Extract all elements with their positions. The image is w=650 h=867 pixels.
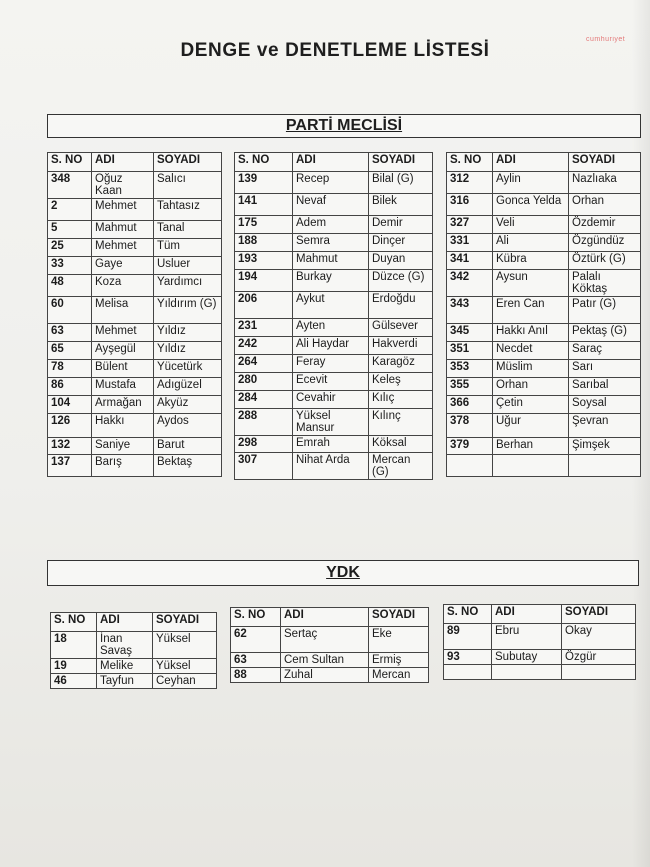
table-row — [48, 172, 222, 199]
column-header-soyadi: SOYADI — [154, 153, 222, 172]
cell-soyadi: Demir — [369, 216, 433, 234]
cell-adi: Aysun — [493, 270, 569, 297]
cell-adi: Adem — [293, 216, 369, 234]
cell-adi: Armağan — [92, 396, 154, 414]
cell-adi: Aykut — [293, 292, 369, 319]
column-header-no: S. NO — [51, 613, 97, 632]
cell-adi — [493, 455, 569, 477]
cell-no: 193 — [235, 252, 293, 270]
cell-soyadi: Palalı Köktaş — [569, 270, 641, 297]
table-row — [48, 221, 222, 239]
cell-soyadi: Barut — [154, 438, 222, 455]
cell-adi: Saniye — [92, 438, 154, 455]
table-row — [447, 378, 641, 396]
table-row — [48, 455, 222, 477]
cell-adi: Orhan — [493, 378, 569, 396]
table-row — [48, 342, 222, 360]
cell-no: 379 — [447, 438, 493, 455]
cell-no: 18 — [51, 632, 97, 659]
cell-adi: Uğur — [493, 414, 569, 438]
ydk-table-1 — [50, 612, 217, 689]
cell-soyadi: Yüksel — [153, 632, 217, 659]
ydk-table-3 — [443, 604, 636, 680]
cell-soyadi: Kılıç — [369, 391, 433, 409]
cell-soyadi: Eke — [369, 627, 429, 653]
table-row — [447, 234, 641, 252]
table-row — [48, 239, 222, 257]
cell-adi: Veli — [493, 216, 569, 234]
column-header-adi: ADI — [92, 153, 154, 172]
table-row — [231, 668, 429, 683]
cell-adi: Nihat Arda — [293, 453, 369, 480]
ydk-table-2 — [230, 607, 429, 683]
table-row — [235, 355, 433, 373]
table-row — [231, 627, 429, 653]
cell-no: 60 — [48, 297, 92, 324]
column-header-soyadi: SOYADI — [569, 153, 641, 172]
table-row — [51, 659, 217, 674]
cell-no: 132 — [48, 438, 92, 455]
cell-soyadi: Hakverdi — [369, 337, 433, 355]
cell-adi: Gaye — [92, 257, 154, 275]
table-row — [447, 396, 641, 414]
cell-no: 264 — [235, 355, 293, 373]
cell-no — [447, 455, 493, 477]
cell-soyadi: Usluer — [154, 257, 222, 275]
cell-no: 63 — [48, 324, 92, 342]
table-row — [447, 455, 641, 477]
table-row — [235, 194, 433, 216]
cell-adi — [492, 665, 562, 680]
cell-soyadi: Özgündüz — [569, 234, 641, 252]
cell-no: 48 — [48, 275, 92, 297]
column-header-no: S. NO — [447, 153, 493, 172]
cell-adi: Aylin — [493, 172, 569, 194]
cell-no: 348 — [48, 172, 92, 199]
cell-adi: Melisa — [92, 297, 154, 324]
cell-adi: Nevaf — [293, 194, 369, 216]
table-row — [235, 436, 433, 453]
parti-table-1 — [47, 152, 222, 477]
cell-adi: Recep — [293, 172, 369, 194]
table-row — [235, 234, 433, 252]
cell-soyadi: Mercan — [369, 668, 429, 683]
table-row — [48, 257, 222, 275]
cell-no: 206 — [235, 292, 293, 319]
cell-soyadi: Kılınç — [369, 409, 433, 436]
cell-soyadi: Tüm — [154, 239, 222, 257]
table-row — [48, 199, 222, 221]
table-row — [235, 373, 433, 391]
cell-soyadi: Sarıbal — [569, 378, 641, 396]
table-row — [48, 396, 222, 414]
cell-adi: Müslim — [493, 360, 569, 378]
table-row — [235, 337, 433, 355]
cell-no: 93 — [444, 650, 492, 665]
header-row — [51, 613, 217, 632]
column-header-adi: ADI — [493, 153, 569, 172]
cell-no: 46 — [51, 674, 97, 689]
cell-adi: Cevahir — [293, 391, 369, 409]
cell-no: 312 — [447, 172, 493, 194]
table-row — [48, 275, 222, 297]
cell-soyadi: Erdoğdu — [369, 292, 433, 319]
cell-adi: Hakkı Anıl — [493, 324, 569, 342]
cell-no: 316 — [447, 194, 493, 216]
cell-no: 33 — [48, 257, 92, 275]
cell-soyadi: Şevran — [569, 414, 641, 438]
cell-adi: Berhan — [493, 438, 569, 455]
table-row — [235, 319, 433, 337]
cell-no: 341 — [447, 252, 493, 270]
cell-no: 65 — [48, 342, 92, 360]
header-row — [444, 605, 636, 624]
cell-adi: Ecevit — [293, 373, 369, 391]
table-row — [444, 665, 636, 680]
cell-soyadi: Özdemir — [569, 216, 641, 234]
cell-no: 307 — [235, 453, 293, 480]
cell-soyadi: Okay — [562, 624, 636, 650]
cell-adi: Melike — [97, 659, 153, 674]
cell-no: 63 — [231, 653, 281, 668]
cell-no: 351 — [447, 342, 493, 360]
cell-no: 288 — [235, 409, 293, 436]
column-header-adi: ADI — [97, 613, 153, 632]
cell-no: 378 — [447, 414, 493, 438]
table-row — [48, 378, 222, 396]
column-header-adi: ADI — [281, 608, 369, 627]
column-header-no: S. NO — [48, 153, 92, 172]
parti-table-2 — [234, 152, 433, 480]
cell-adi: Koza — [92, 275, 154, 297]
cell-no — [444, 665, 492, 680]
cell-soyadi: Patır (G) — [569, 297, 641, 324]
cell-adi: Çetin — [493, 396, 569, 414]
cell-adi: Emrah — [293, 436, 369, 453]
cell-soyadi: Nazlıaka — [569, 172, 641, 194]
cell-soyadi: Mercan (G) — [369, 453, 433, 480]
cell-no: 343 — [447, 297, 493, 324]
table-row — [48, 324, 222, 342]
column-header-no: S. NO — [231, 608, 281, 627]
cell-adi: Gonca Yelda — [493, 194, 569, 216]
table-row — [235, 270, 433, 292]
cell-adi: Ali — [493, 234, 569, 252]
cell-soyadi: Yücetürk — [154, 360, 222, 378]
cell-soyadi: Öztürk (G) — [569, 252, 641, 270]
cell-no: 25 — [48, 239, 92, 257]
cell-adi: Tayfun — [97, 674, 153, 689]
cell-adi: Mehmet — [92, 239, 154, 257]
cell-no: 89 — [444, 624, 492, 650]
table-row — [48, 438, 222, 455]
table-row — [235, 292, 433, 319]
cell-no: 126 — [48, 414, 92, 438]
cell-soyadi: Sarı — [569, 360, 641, 378]
cell-soyadi: Orhan — [569, 194, 641, 216]
table-row — [48, 414, 222, 438]
cell-adi: Kübra — [493, 252, 569, 270]
cell-no: 366 — [447, 396, 493, 414]
cell-adi: Mustafa — [92, 378, 154, 396]
table-row — [231, 653, 429, 668]
cell-no: 284 — [235, 391, 293, 409]
cell-soyadi: Düzce (G) — [369, 270, 433, 292]
cell-soyadi: Adıgüzel — [154, 378, 222, 396]
cell-soyadi: Pektaş (G) — [569, 324, 641, 342]
column-header-soyadi: SOYADI — [369, 608, 429, 627]
cell-no: 175 — [235, 216, 293, 234]
cell-soyadi: Karagöz — [369, 355, 433, 373]
section-ydk — [47, 560, 639, 586]
header-row — [235, 153, 433, 172]
cell-soyadi: Yüksel — [153, 659, 217, 674]
parti-table-3 — [446, 152, 641, 477]
cell-soyadi: Yardımcı — [154, 275, 222, 297]
cell-adi: Cem Sultan — [281, 653, 369, 668]
table-row — [444, 650, 636, 665]
cell-no: 19 — [51, 659, 97, 674]
cell-no: 298 — [235, 436, 293, 453]
cell-adi: Subutay — [492, 650, 562, 665]
cell-adi: İnan Savaş — [97, 632, 153, 659]
section-heading: PARTİ MECLİSİ — [285, 117, 403, 134]
cell-no: 62 — [231, 627, 281, 653]
cell-soyadi: Özgür — [562, 650, 636, 665]
document-title: DENGE ve DENETLEME LİSTESİ — [180, 40, 490, 61]
cell-adi: Hakkı — [92, 414, 154, 438]
table-row — [447, 438, 641, 455]
cell-adi: Burkay — [293, 270, 369, 292]
cell-adi: Mehmet — [92, 324, 154, 342]
column-header-no: S. NO — [235, 153, 293, 172]
cell-no: 327 — [447, 216, 493, 234]
cell-no: 2 — [48, 199, 92, 221]
header-row — [231, 608, 429, 627]
table-row — [444, 624, 636, 650]
table-row — [235, 409, 433, 436]
column-header-adi: ADI — [492, 605, 562, 624]
table-row — [447, 194, 641, 216]
cell-soyadi: Tanal — [154, 221, 222, 239]
table-row — [447, 297, 641, 324]
cell-no: 86 — [48, 378, 92, 396]
cell-soyadi: Yıldız — [154, 342, 222, 360]
cell-no: 5 — [48, 221, 92, 239]
table-row — [235, 172, 433, 194]
cell-soyadi: Ermiş — [369, 653, 429, 668]
cell-no: 242 — [235, 337, 293, 355]
cell-soyadi: Keleş — [369, 373, 433, 391]
cell-adi: Bülent — [92, 360, 154, 378]
cell-soyadi: Akyüz — [154, 396, 222, 414]
cell-no: 331 — [447, 234, 493, 252]
cell-soyadi: Salıcı — [154, 172, 222, 199]
cell-soyadi: Yıldız — [154, 324, 222, 342]
cell-soyadi: Şimşek — [569, 438, 641, 455]
table-row — [447, 360, 641, 378]
table-row — [447, 216, 641, 234]
cell-adi: Mahmut — [293, 252, 369, 270]
cell-no: 353 — [447, 360, 493, 378]
cell-no: 141 — [235, 194, 293, 216]
cell-no: 231 — [235, 319, 293, 337]
watermark: cumhuriyet — [586, 36, 626, 43]
cell-soyadi: Bilek — [369, 194, 433, 216]
cell-no: 88 — [231, 668, 281, 683]
cell-no: 104 — [48, 396, 92, 414]
cell-no: 188 — [235, 234, 293, 252]
cell-adi: Oğuz Kaan — [92, 172, 154, 199]
section-heading: YDK — [326, 564, 360, 581]
cell-adi: Sertaç — [281, 627, 369, 653]
cell-soyadi — [569, 455, 641, 477]
cell-adi: Zuhal — [281, 668, 369, 683]
cell-soyadi: Dinçer — [369, 234, 433, 252]
cell-no: 137 — [48, 455, 92, 477]
table-row — [235, 216, 433, 234]
cell-no: 345 — [447, 324, 493, 342]
cell-adi: Ebru — [492, 624, 562, 650]
table-row — [235, 453, 433, 480]
cell-adi: Semra — [293, 234, 369, 252]
cell-no: 78 — [48, 360, 92, 378]
table-row — [51, 674, 217, 689]
cell-no: 342 — [447, 270, 493, 297]
table-row — [447, 342, 641, 360]
table-row — [48, 297, 222, 324]
column-header-soyadi: SOYADI — [369, 153, 433, 172]
cell-no: 139 — [235, 172, 293, 194]
table-row — [235, 252, 433, 270]
cell-soyadi: Ceyhan — [153, 674, 217, 689]
cell-adi: Eren Can — [493, 297, 569, 324]
header-row — [447, 153, 641, 172]
cell-adi: Necdet — [493, 342, 569, 360]
cell-soyadi: Gülsever — [369, 319, 433, 337]
column-header-adi: ADI — [293, 153, 369, 172]
cell-soyadi: Köksal — [369, 436, 433, 453]
table-row — [447, 414, 641, 438]
cell-soyadi: Bektaş — [154, 455, 222, 477]
column-header-soyadi: SOYADI — [562, 605, 636, 624]
header-row — [48, 153, 222, 172]
cell-adi: Ali Haydar — [293, 337, 369, 355]
table-row — [447, 324, 641, 342]
column-header-no: S. NO — [444, 605, 492, 624]
cell-soyadi: Yıldırım (G) — [154, 297, 222, 324]
table-row — [48, 360, 222, 378]
table-row — [447, 252, 641, 270]
table-row — [51, 632, 217, 659]
cell-soyadi: Duyan — [369, 252, 433, 270]
cell-soyadi: Soysal — [569, 396, 641, 414]
table-row — [447, 172, 641, 194]
cell-no: 194 — [235, 270, 293, 292]
column-header-soyadi: SOYADI — [153, 613, 217, 632]
cell-adi: Barış — [92, 455, 154, 477]
cell-no: 280 — [235, 373, 293, 391]
cell-adi: Mehmet — [92, 199, 154, 221]
cell-no: 355 — [447, 378, 493, 396]
cell-soyadi: Tahtasız — [154, 199, 222, 221]
cell-soyadi: Saraç — [569, 342, 641, 360]
cell-soyadi — [562, 665, 636, 680]
cell-soyadi: Bilal (G) — [369, 172, 433, 194]
table-row — [447, 270, 641, 297]
cell-adi: Yüksel Mansur — [293, 409, 369, 436]
cell-adi: Ayten — [293, 319, 369, 337]
section-parti-meclisi — [47, 114, 641, 138]
cell-adi: Feray — [293, 355, 369, 373]
cell-soyadi: Aydos — [154, 414, 222, 438]
table-row — [235, 391, 433, 409]
cell-adi: Ayşegül — [92, 342, 154, 360]
cell-adi: Mahmut — [92, 221, 154, 239]
